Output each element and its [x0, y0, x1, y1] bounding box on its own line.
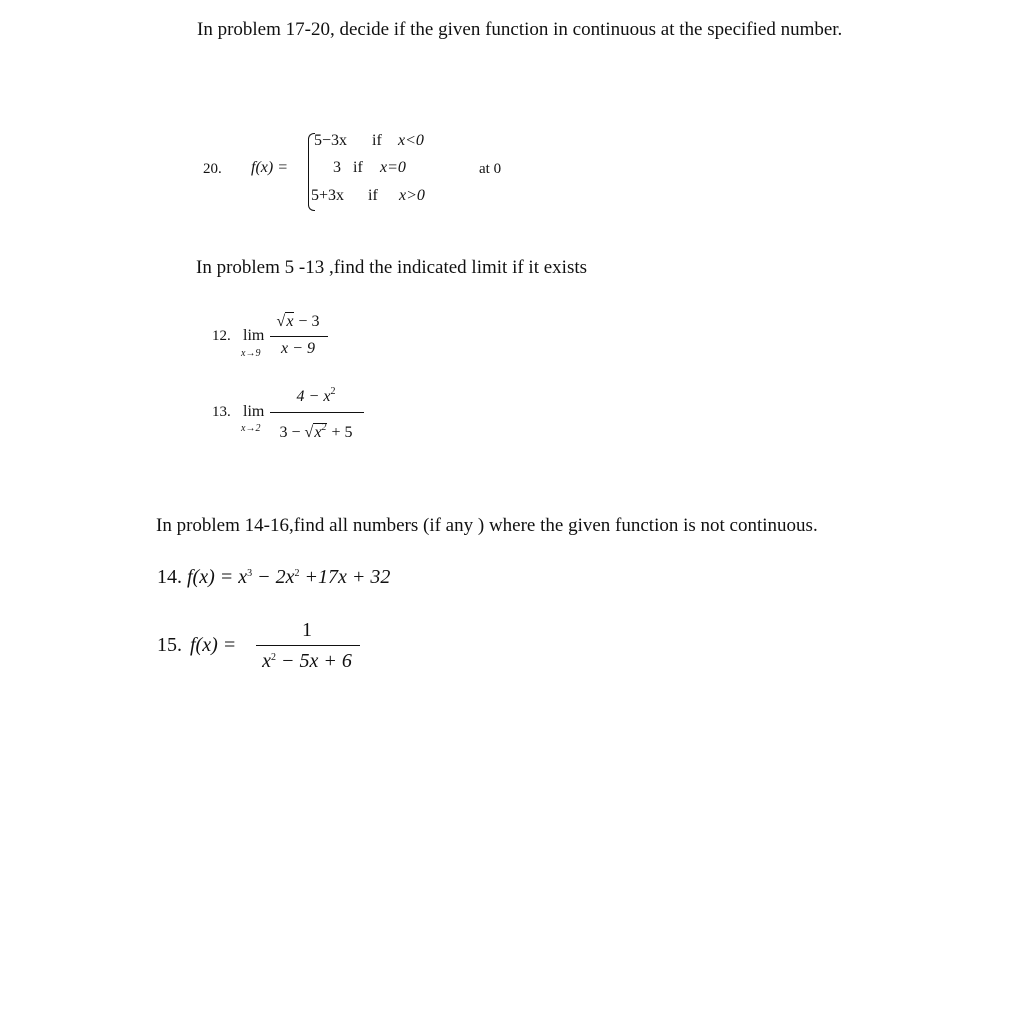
problem-15-den-b: − 5x + 6	[276, 650, 352, 672]
problem-13-numerator-exponent: 2	[330, 386, 336, 397]
problem-14-exp-2: 2	[294, 568, 300, 579]
problem-15-lhs: f(x) =	[190, 634, 237, 656]
problem-14-number: 14.	[157, 566, 182, 588]
case-3-if: if	[368, 187, 378, 204]
problem-12-root-arg: x	[286, 313, 294, 330]
problem-15-fraction-bar	[256, 645, 360, 646]
problem-13-root-exponent: 2	[321, 422, 327, 433]
problem-14-term-2: − 2x	[252, 566, 295, 588]
problem-12-lim-subscript: x→9	[241, 348, 261, 359]
problem-14	[157, 566, 390, 589]
case-2-condition: x=0	[380, 159, 406, 176]
heading-limits-5-13: In problem 5 -13 ,find the indicated limit if it exists	[196, 257, 588, 278]
case-2-if: if	[353, 159, 363, 176]
sqrt-icon: √	[276, 313, 286, 330]
problem-20-function-name: f(x) =	[251, 159, 288, 176]
problem-14-exp-1: 3	[247, 568, 253, 579]
problem-13-lim-subscript: x→2	[241, 423, 261, 434]
problem-12-numerator-tail: − 3	[294, 313, 320, 330]
problem-13-fraction-bar	[270, 412, 364, 413]
case-1-expression: 5−3x	[314, 132, 348, 149]
problem-12-fraction-bar	[270, 336, 328, 337]
problem-12-lim: lim	[243, 327, 265, 344]
problem-13-lim: lim	[243, 403, 265, 420]
problem-14-lhs: f(x) =	[187, 566, 239, 588]
problem-13-numerator-base: 4 − x	[296, 388, 331, 405]
sqrt-icon: √	[304, 424, 314, 441]
case-2-expression: 3	[333, 159, 341, 176]
problem-12-numerator	[268, 313, 328, 331]
problem-13-root-arg	[313, 423, 327, 441]
problem-12-number: 12.	[212, 328, 231, 344]
problem-15-numerator: 1	[302, 619, 312, 641]
problem-12-denominator: x − 9	[281, 340, 315, 357]
heading-discontinuity-14-16: In problem 14-16,find all numbers (if any ) where the given function is not continuous.	[156, 515, 818, 536]
problem-13-denominator-head: 3 −	[279, 424, 305, 441]
problem-13-numerator	[268, 388, 364, 406]
problem-13-number: 13.	[212, 404, 231, 420]
case-1-condition: x<0	[398, 132, 424, 149]
problem-15-den-a: x	[262, 650, 271, 672]
problem-14-term-1: x	[238, 566, 248, 588]
problem-15-denominator	[254, 650, 360, 673]
case-1-if: if	[372, 132, 382, 149]
problem-20-number: 20.	[203, 161, 222, 177]
problem-14-term-3: +17x + 32	[299, 566, 391, 588]
heading-continuity-17-20: In problem 17-20, decide if the given function in continuous at the specified number.	[197, 19, 843, 40]
case-3-expression: 5+3x	[311, 187, 345, 204]
problem-20-at-point: at 0	[479, 161, 502, 177]
problem-13-denominator-tail: + 5	[327, 424, 353, 441]
case-3-condition: x>0	[399, 187, 425, 204]
problem-15-number: 15.	[157, 634, 182, 656]
problem-15-den-exp: 2	[271, 652, 276, 663]
problem-13-root-base: x	[314, 424, 322, 441]
problem-13-denominator	[266, 424, 366, 442]
